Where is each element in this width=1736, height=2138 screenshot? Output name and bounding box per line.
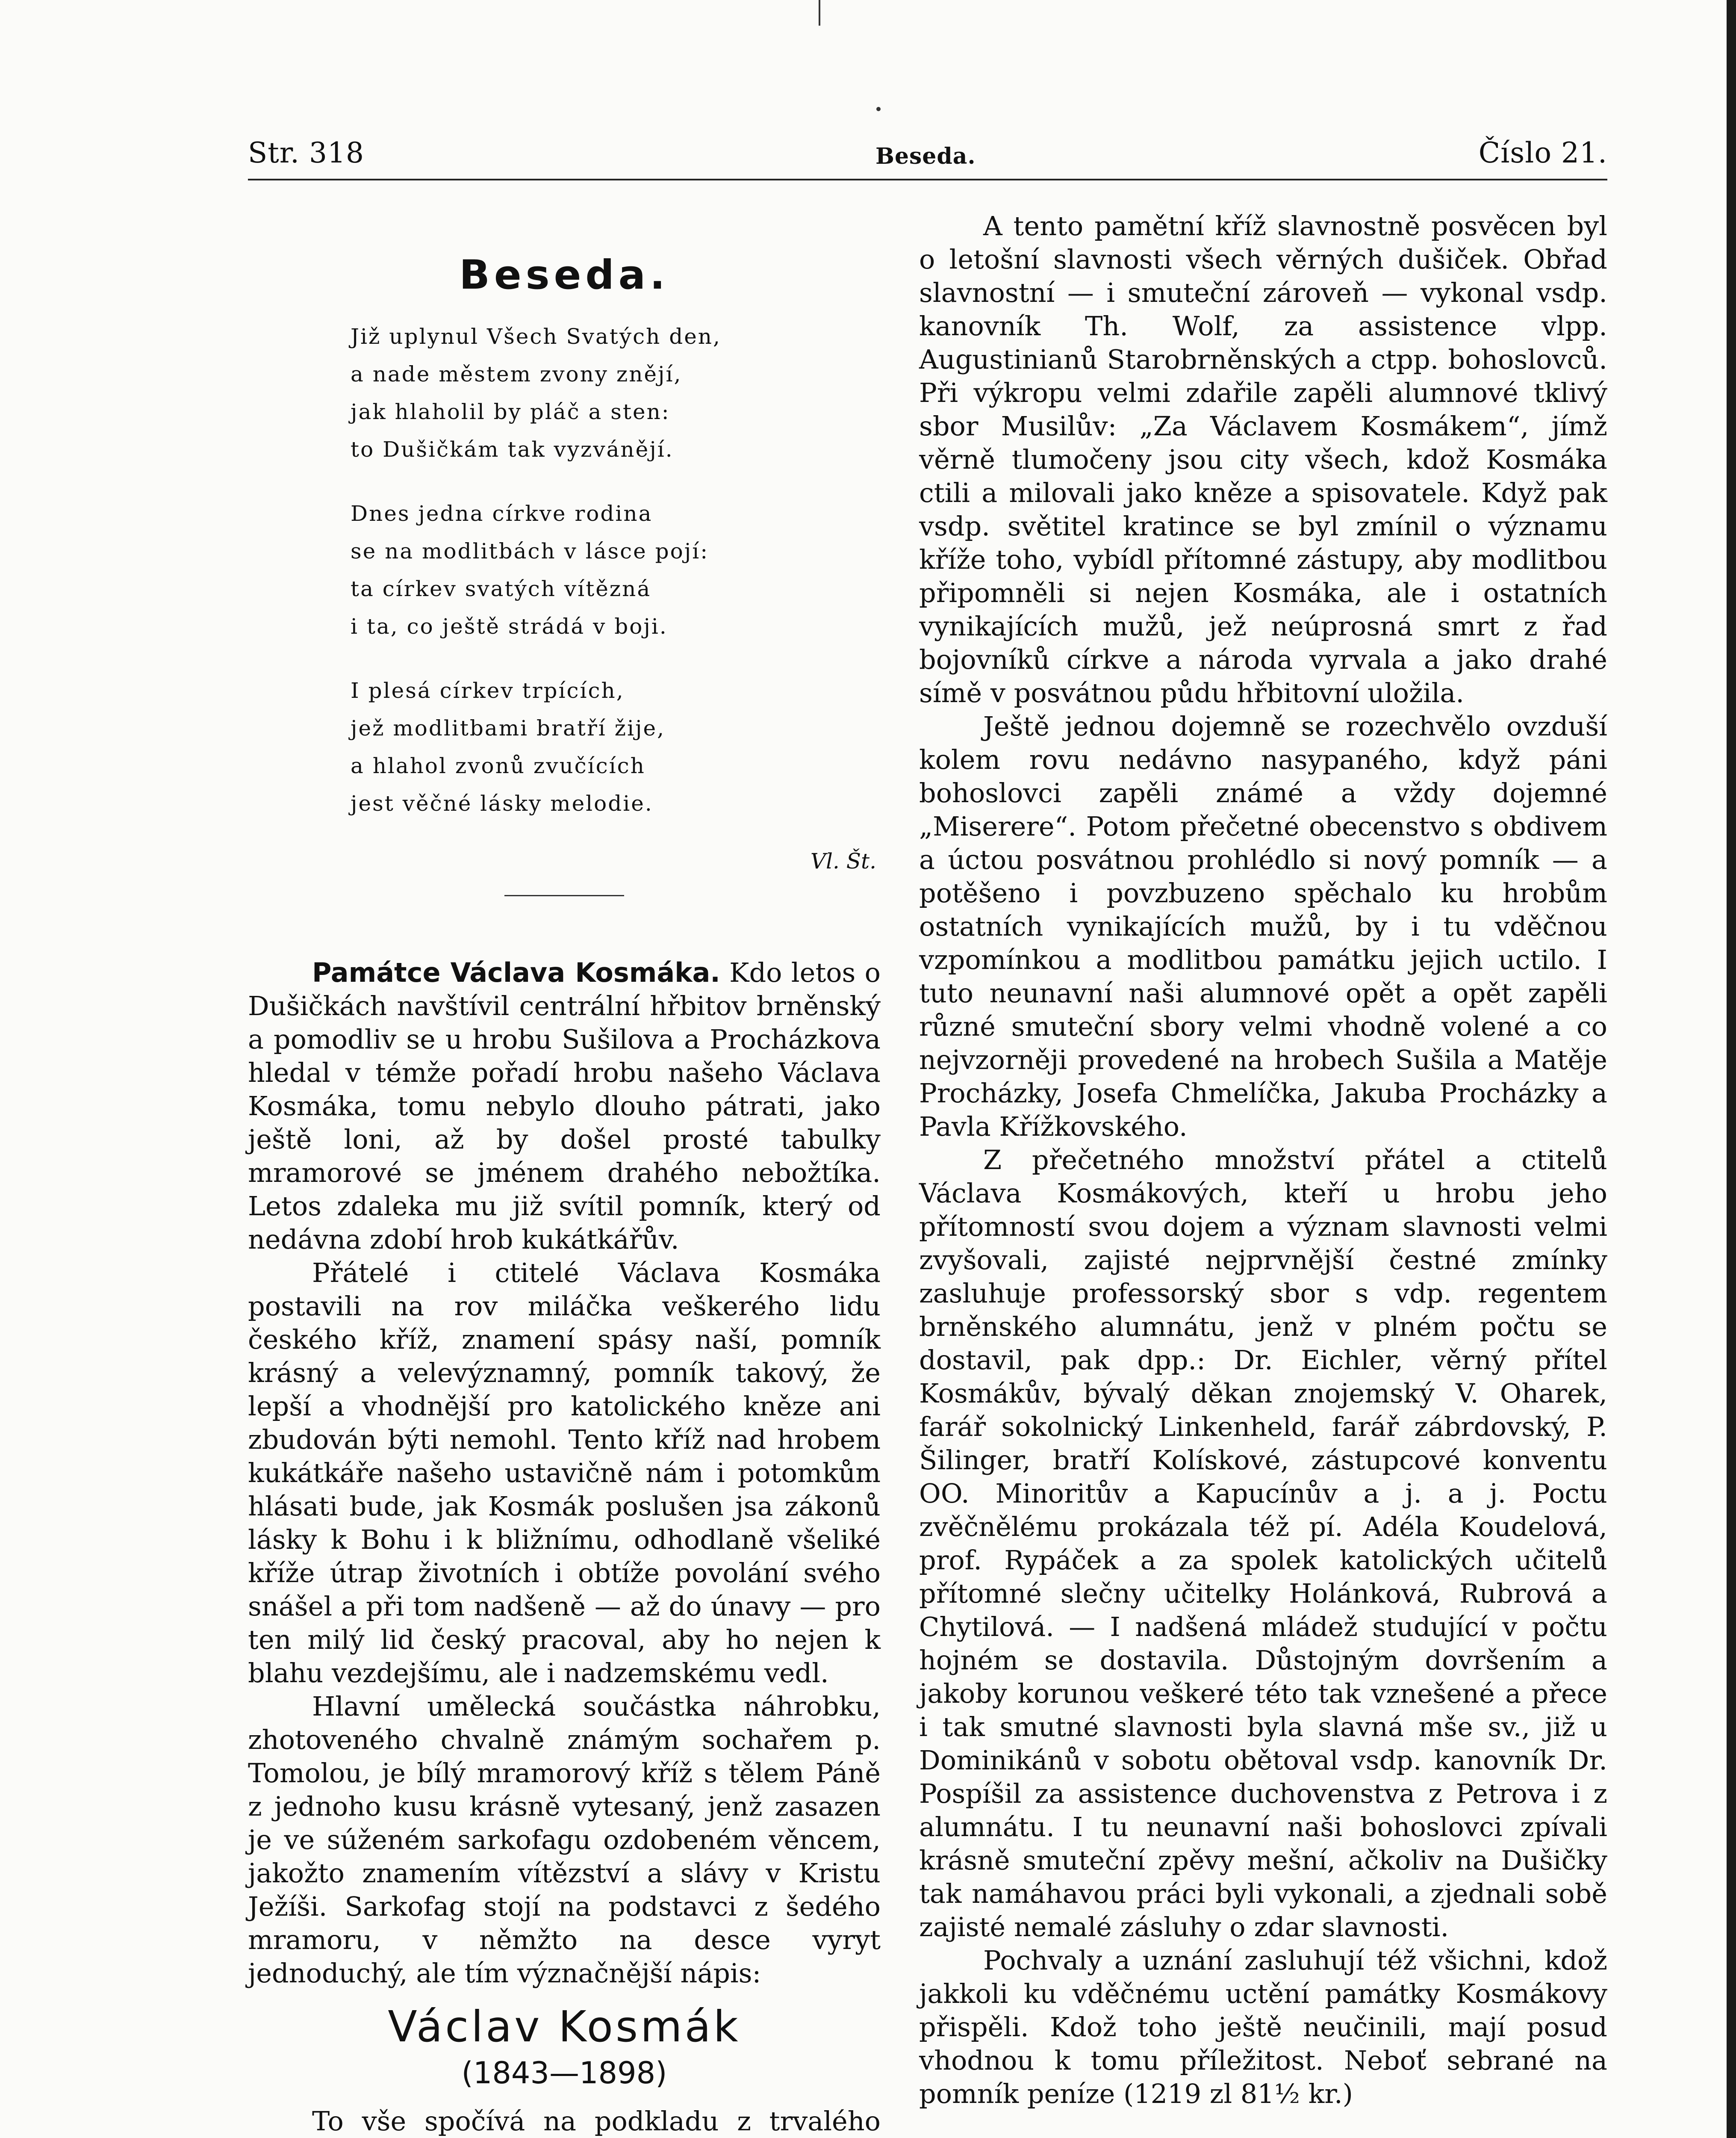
right-column: [919, 210, 1607, 2111]
poem-stanza-1: [351, 318, 881, 468]
article-paragraph: Ještě jednou dojemně se rozechvělo ovzduší kolem rovu nedávno nasypaného, když páni bohoslovci zapěli známé a vždy dojemné „Miserere“. Potom přečetné obecenstvo s obdivem a úctou posvátnou prohlédlo si nový pomník — a potěšeno i povzbuzeno spěchalo ku hrobům ostatních vynikajících mužů, by i tu vděčnou vzpomínkou a modlitbou památku jejich uctilo. I tuto neunavní naši alumnové opět a opět zapěli různé smuteční sbory velmi vhodně volené a co nejvzorněji provedené na hrobech Sušila a Matěje Procházky, Josefa Chmelíčka, Jakuba Procházky a Pavla Křížkovského.: [919, 711, 1607, 1142]
poem-line: a hlahol zvonů zvučících: [351, 753, 645, 778]
poem-line: jest věčné lásky melodie.: [351, 791, 653, 816]
article-paragraph: A tento pamětní kříž slavnostně posvěcen byl o letošní slavnosti všech věrných dušiček. Obřad slavnostní — i smuteční zároveň — vykonal vsdp. kanovník Th. Wolf, za assistence vlpp. Augustinianů Starobrněnských a ctpp. bohoslovců. Při výkropu velmi zdařile zapěli alumnové tklivý sbor Musilův: „Za Václavem Kosmákem“, jímž věrně tlumočeny jsou city všech, kdož Kosmáka ctili a milovali jako kněze a spisovatele. Když pak vsdp. světitel kratince se byl zmínil o významu kříže toho, vybídl přítomné zástupy, aby modlitbou připomněli si nejen Kosmáka, ale i ostatních vynikajících mužů, jež neúprosná smrt z řad bojovníků církve a národa vyrvala a jako drahé símě v posvátnou půdu hřbitovní uložila.: [919, 210, 1607, 709]
article-paragraph: Přátelé i ctitelé Václava Kosmáka postavili na rov miláčka veškerého lidu českého kříž, znamení spásy naší, pomník krásný a velevýznamný, pomník takový, že lepší a vhodnější pro katolického kněze ani zbudován býti nemohl. Tento kříž nad hrobem kukátkáře našeho ustavičně nám i potomkům hlásati bude, jak Kosmák poslušen jsa zákonů lásky k Bohu i k bližnímu, odhodlaně všeliké kříže útrap životních i obtíže povolání svého snášel a při tom nadšeně — až do únavy — pro ten milý lid český pracoval, aby ho nejen k blahu vezdejšímu, ale i nadzemskému vedl.: [248, 1257, 881, 1689]
poem-line: I plesá církev trpících,: [351, 678, 625, 703]
poem-line: jak hlaholil by pláč a sten:: [351, 399, 670, 424]
inscription-name: Václav Kosmák: [388, 2002, 741, 2052]
article-paragraph: To vše spočívá na podkladu z trvalého: [312, 2106, 881, 2137]
poem-signature: Vl. Št.: [810, 849, 876, 874]
poem-line: ta církev svatých vítězná: [351, 576, 651, 601]
page-header: [248, 128, 1607, 175]
article-paragraph: Hlavní umělecká součástka náhrobku, zhotoveného chvalně známým sochařem p. Tomolou, je bílý mramorový kříž s tělem Páně z jednoho kusu krásně vytesaný, jenž zasazen je ve súženém sarkofagu ozdobeném věncem, jakožto znamením vítězství a slávy v Kristu Ježíši. Sarkofag stojí na podstavci z šedého mramoru, v němžto na desce vyryt jednoduchý, ale tím význačnější nápis:: [248, 1691, 881, 1989]
crop-mark: [819, 0, 820, 26]
crop-dot: [876, 107, 881, 111]
poem-line: jež modlitbami bratří žije,: [351, 716, 665, 741]
poem-line: se na modlitbách v lásce pojí:: [351, 539, 709, 564]
article-title: Památce Václava Kosmáka.: [312, 957, 720, 988]
poem-stanza-2: [351, 495, 881, 645]
poem-stanza-3: [351, 672, 881, 822]
section-divider: [504, 895, 624, 896]
poem-line: Již uplynul Všech Svatých den,: [351, 324, 721, 349]
poem-line: a nade městem zvony znějí,: [351, 362, 682, 387]
header-rule: [248, 179, 1607, 180]
paragraph-text: Kdo letos o Dušičkách navštívil centrální hřbitov brněnský a pomodliv se u hrobu Sušilova a Procházkova hledal v témže pořadí hrobu našeho Václava Kosmáka, tomu nebylo dlouho pátrati, jako ještě loni, až by došel prosté tabulky mramorové se jménem drahého nebožtíka. Letos zdaleka mu již svítil pomník, který od nedávna zdobí hrob kukátkářův.: [248, 957, 881, 1255]
article-paragraph: [248, 956, 881, 1256]
journal-name: Beseda.: [875, 143, 976, 169]
poem-title: Beseda.: [459, 252, 669, 298]
article-paragraph: Z přečetného množství přátel a ctitelů Václava Kosmákových, kteří u hrobu jeho přítomností svou dojem a význam slavnosti velmi zvyšovali, zajisté nejprvnější čestné zmínky zasluhuje professorský sbor s vdp. regentem brněnského alumnátu, jenž v plném počtu se dostavil, pak dpp.: Dr. Eichler, věrný přítel Kosmákův, bývalý děkan znojemský V. Oharek, farář sokolnický Linkenheld, farář zábrdovský, P. Šilinger, bratří Kolískové, zástupcové konventu OO. Minoritův a Kapucínův a j. a j. Poctu zvěčnělému prokázala též pí. Adéla Koudelová, prof. Rypáček a za spolek katolických učitelů přítomné slečny učitelky Holánková, Rubrová a Chytilová. — I nadšená mládež studující v počtu hojném se dostavila. Důstojným dovršením a jakoby korunou veškeré této tak vznešené a přece i tak smutné slavnosti byla slavná mše sv., již u Dominikánů v sobotu obětoval vsdp. kanovník Dr. Pospíšil za assistence duchovenstva z Petrova i z alumnátu. I tu neunavní naši bohoslovci zpívali krásně smuteční zpěvy mešní, ačkoliv na Dušičky tak namáhavou práci byli vykonali, a zjednali sobě zajisté nemalé zásluhy o zdar slavnosti.: [919, 1144, 1607, 1943]
poem-line: i ta, co ještě strádá v boji.: [351, 614, 668, 639]
inscription-years: (1843—1898): [461, 2055, 667, 2091]
article-paragraph: Pochvaly a uznání zasluhují též všichni, kdož jakkoli ku vděčnému uctění památky Kosmákovy přispěli. Kdož toho ještě neučinili, mají posud vhodnou k tomu příležitost. Neboť sebrané na pomník peníze (1219 zl 81½ kr.): [919, 1945, 1607, 2109]
scan-edge: [1727, 0, 1736, 2138]
page-number: Str. 318: [248, 136, 364, 169]
poem-line: to Dušičkám tak vyzvánějí.: [351, 437, 674, 462]
inscription: [248, 2001, 881, 2094]
poem-line: Dnes jedna církve rodina: [351, 501, 653, 526]
left-column: [248, 201, 881, 2138]
issue-number: Číslo 21.: [1478, 136, 1607, 169]
